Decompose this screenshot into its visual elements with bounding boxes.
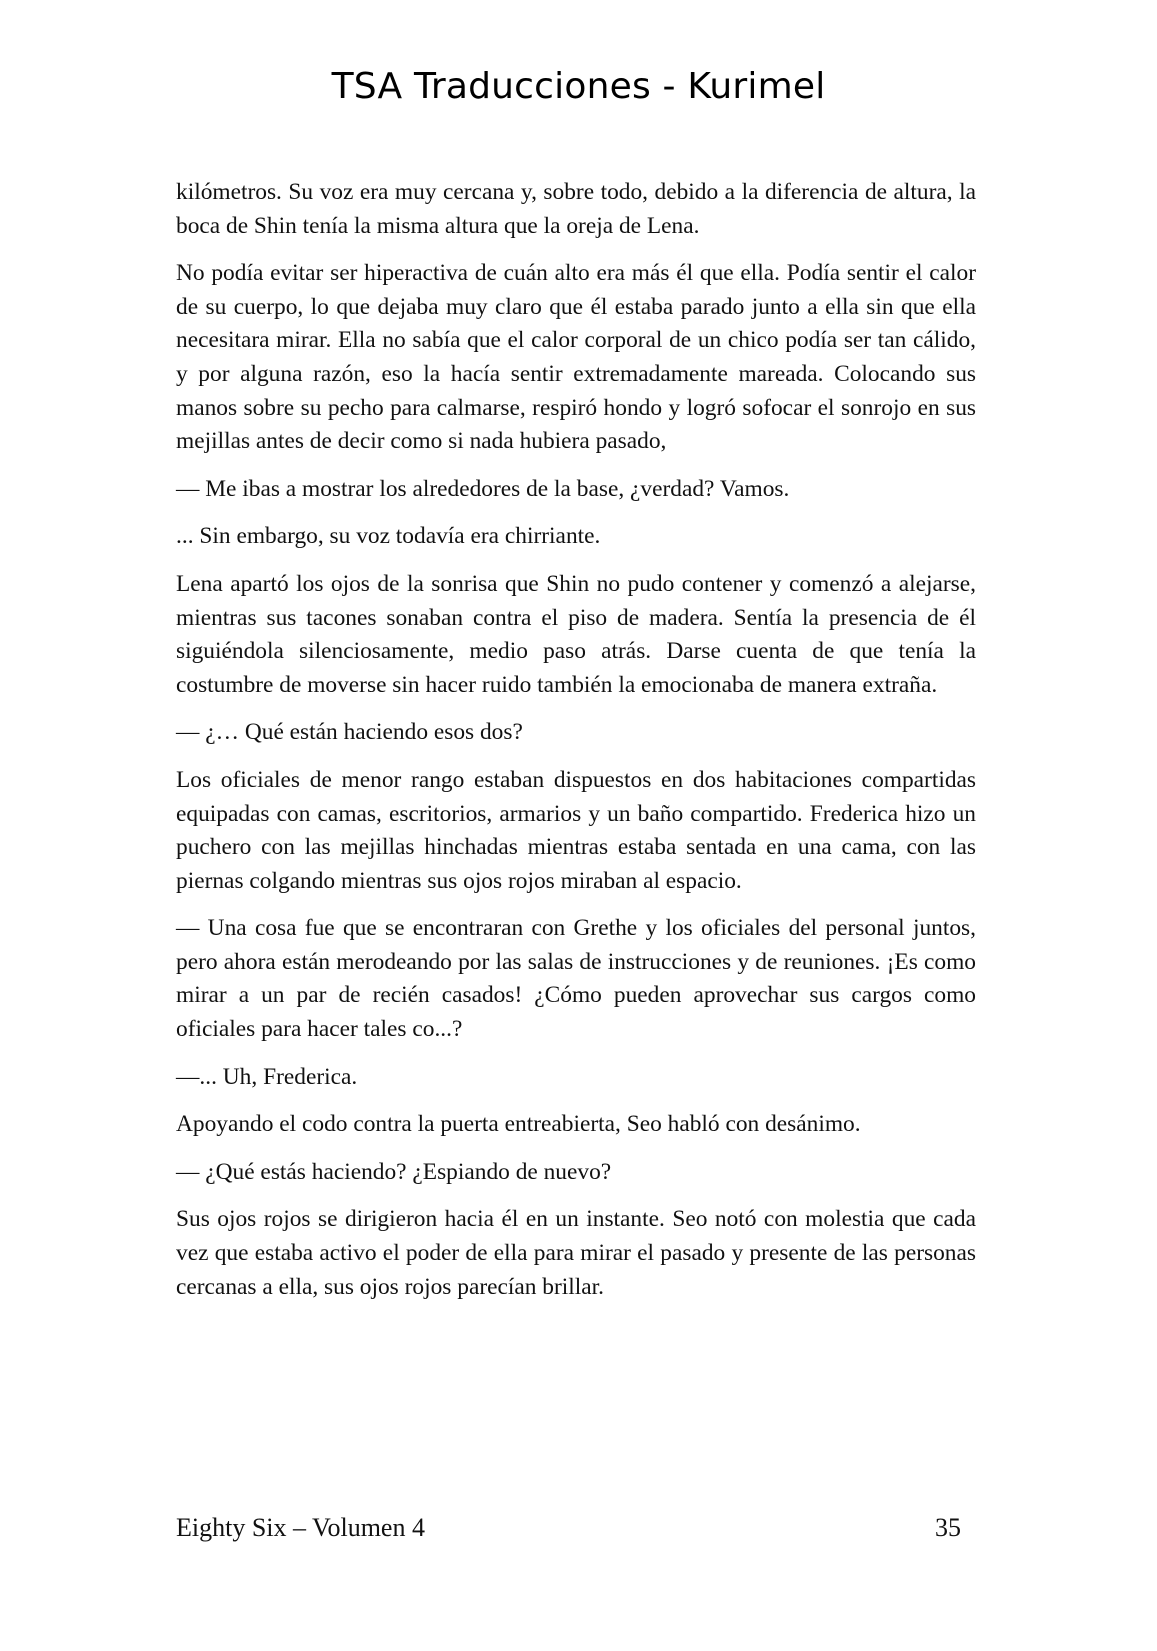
paragraph: kilómetros. Su voz era muy cercana y, sobre todo, debido a la diferencia de altura, la boca de Shin tenía la misma altura que la oreja de Lena. [176,179,976,239]
dialogue-paragraph: — ¿… Qué están haciendo esos dos? [176,719,523,746]
paragraph: Apoyando el codo contra la puerta entreabierta, Seo habló con desánimo. [176,1111,861,1138]
dialogue-paragraph: — ¿Qué estás haciendo? ¿Espiando de nuevo? [176,1158,612,1185]
body-text [176,176,976,1318]
page-header-title: TSA Traducciones - Kurimel [331,66,826,107]
dialogue-paragraph: — Una cosa fue que se encontraran con Grethe y los oficiales del personal juntos, pero ahora están merodeando por las salas de instrucciones y de reuniones. ¡Es como mirar a un par de recién casados! ¿Cómo pueden aprovechar sus cargos como oficiales para hacer tales co...? [176,915,976,1043]
paragraph: Lena apartó los ojos de la sonrisa que Shin no pudo contener y comenzó a alejarse, mientras sus tacones sonaban contra el piso de madera. Sentía la presencia de él siguiéndola silenciosamente, medio paso atrás. Darse cuenta de que tenía la costumbre de moverse sin hacer ruido también la emocionaba de manera extraña. [176,570,976,698]
paragraph: ... Sin embargo, su voz todavía era chirriante. [176,523,601,550]
paragraph: Los oficiales de menor rango estaban dispuestos en dos habitaciones compartidas equipadas con camas, escritorios, armarios y un baño compartido. Frederica hizo un puchero con las mejillas hinchadas mientras estaba sentada en una cama, con las piernas colgando mientras sus ojos rojos miraban al espacio. [176,766,976,894]
footer-page-number: 35 [935,1513,961,1542]
dialogue-paragraph: —... Uh, Frederica. [176,1063,358,1090]
paragraph: No podía evitar ser hiperactiva de cuán alto era más él que ella. Podía sentir el calor de su cuerpo, lo que dejaba muy claro que él estaba parado junto a ella sin que ella necesitara mirar. Ella no sabía que el calor corporal de un chico podía ser tan cálido, y por alguna razón, eso la hacía sentir extremadamente mareada. Colocando sus manos sobre su pecho para calmarse, respiró hondo y logró sofocar el sonrojo en sus mejillas antes de decir como si nada hubiera pasado, [176,260,976,455]
footer-book-title: Eighty Six – Volumen 4 [176,1513,425,1542]
dialogue-paragraph: — Me ibas a mostrar los alrededores de la base, ¿verdad? Vamos. [176,475,790,502]
paragraph: Sus ojos rojos se dirigieron hacia él en un instante. Seo notó con molestia que cada vez que estaba activo el poder de ella para mirar el pasado y presente de las personas cercanas a ella, sus ojos rojos parecían brillar. [176,1206,976,1300]
